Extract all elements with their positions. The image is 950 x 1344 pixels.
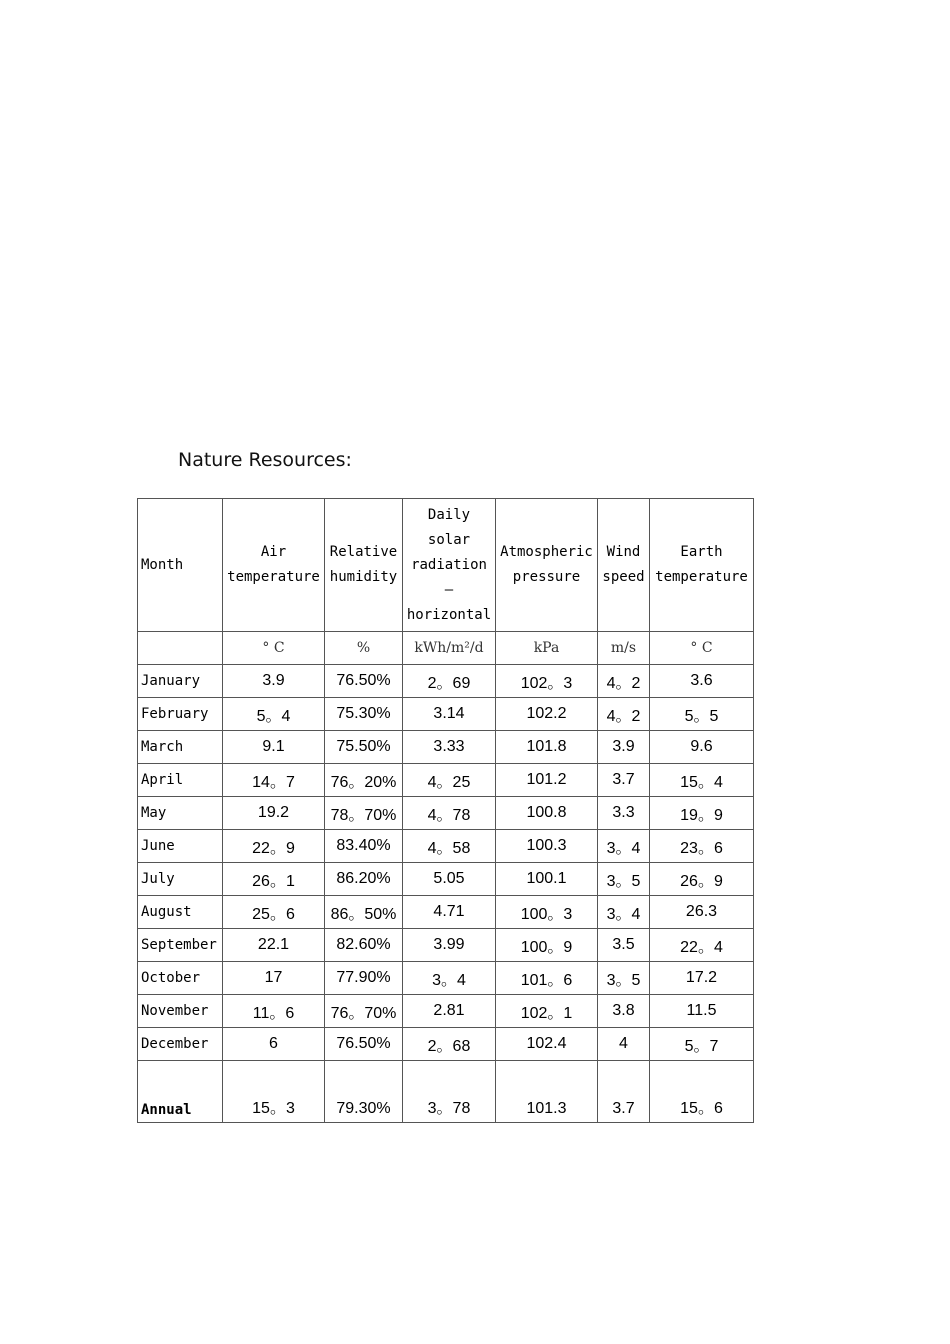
value-cell: 22。4: [650, 929, 754, 962]
value-cell: 76.50%: [325, 1028, 403, 1061]
value-cell: 3。5: [598, 863, 650, 896]
value-cell: 3。4: [598, 896, 650, 929]
value-cell: 4。78: [403, 797, 496, 830]
unit-cell: kPa: [496, 632, 598, 665]
header-earth-temperature: Earth temperature: [650, 499, 754, 632]
table-row: [138, 962, 754, 995]
value-cell: 76.50%: [325, 665, 403, 698]
units-row: [138, 632, 754, 665]
value-cell: 3.3: [598, 797, 650, 830]
value-cell: 3.9: [598, 731, 650, 764]
value-cell: 86.20%: [325, 863, 403, 896]
table-row: [138, 1028, 754, 1061]
value-cell: 83.40%: [325, 830, 403, 863]
value-cell: 101.2: [496, 764, 598, 797]
value-cell: 9.6: [650, 731, 754, 764]
value-cell: 15。6: [650, 1061, 754, 1123]
table-row: [138, 830, 754, 863]
value-cell: 102。1: [496, 995, 598, 1028]
value-cell: 2。68: [403, 1028, 496, 1061]
value-cell: 17: [223, 962, 325, 995]
header-air-temperature: Air temperature: [223, 499, 325, 632]
value-cell: 5.05: [403, 863, 496, 896]
value-cell: 100。3: [496, 896, 598, 929]
table-row: [138, 929, 754, 962]
value-cell: 15。4: [650, 764, 754, 797]
value-cell: 4: [598, 1028, 650, 1061]
value-cell: 3。78: [403, 1061, 496, 1123]
month-cell: April: [138, 764, 223, 797]
value-cell: 4。25: [403, 764, 496, 797]
table-row: [138, 698, 754, 731]
value-cell: 101。6: [496, 962, 598, 995]
value-cell: 22。9: [223, 830, 325, 863]
table-row: [138, 731, 754, 764]
header-atmospheric-pressure: Atmospheric pressure: [496, 499, 598, 632]
annual-row: [138, 1061, 754, 1123]
value-cell: 25。6: [223, 896, 325, 929]
value-cell: 100。9: [496, 929, 598, 962]
table-row: [138, 797, 754, 830]
header-wind-speed: Wind speed: [598, 499, 650, 632]
month-cell: December: [138, 1028, 223, 1061]
value-cell: 102.2: [496, 698, 598, 731]
month-cell: June: [138, 830, 223, 863]
table-row: [138, 896, 754, 929]
table-row: [138, 764, 754, 797]
value-cell: 2。69: [403, 665, 496, 698]
value-cell: 3。4: [403, 962, 496, 995]
value-cell: 4。2: [598, 698, 650, 731]
unit-cell: ° C: [223, 632, 325, 665]
value-cell: 4。58: [403, 830, 496, 863]
value-cell: 22.1: [223, 929, 325, 962]
month-cell: October: [138, 962, 223, 995]
value-cell: 100.3: [496, 830, 598, 863]
value-cell: 4。2: [598, 665, 650, 698]
table-header-row: [138, 499, 754, 632]
section-title: Nature Resources:: [178, 449, 352, 471]
value-cell: 3。4: [598, 830, 650, 863]
value-cell: 3.7: [598, 1061, 650, 1123]
table-row: [138, 995, 754, 1028]
value-cell: 6: [223, 1028, 325, 1061]
value-cell: 15。3: [223, 1061, 325, 1123]
month-cell: March: [138, 731, 223, 764]
table-row: [138, 665, 754, 698]
climate-data-table: [137, 498, 754, 1123]
value-cell: 3.99: [403, 929, 496, 962]
value-cell: 3.9: [223, 665, 325, 698]
value-cell: 3.8: [598, 995, 650, 1028]
month-cell: May: [138, 797, 223, 830]
value-cell: 5。5: [650, 698, 754, 731]
month-cell: August: [138, 896, 223, 929]
value-cell: 5。4: [223, 698, 325, 731]
value-cell: 5。7: [650, 1028, 754, 1061]
unit-cell: ° C: [650, 632, 754, 665]
value-cell: 17.2: [650, 962, 754, 995]
value-cell: 3。5: [598, 962, 650, 995]
value-cell: 3.5: [598, 929, 650, 962]
value-cell: 75.50%: [325, 731, 403, 764]
month-cell: January: [138, 665, 223, 698]
value-cell: 23。6: [650, 830, 754, 863]
value-cell: 78。70%: [325, 797, 403, 830]
value-cell: 11.5: [650, 995, 754, 1028]
value-cell: 4.71: [403, 896, 496, 929]
month-cell: July: [138, 863, 223, 896]
value-cell: 26。1: [223, 863, 325, 896]
month-cell: February: [138, 698, 223, 731]
value-cell: 100.1: [496, 863, 598, 896]
value-cell: 100.8: [496, 797, 598, 830]
unit-cell: kWh/m²/d: [403, 632, 496, 665]
value-cell: 3.6: [650, 665, 754, 698]
value-cell: 79.30%: [325, 1061, 403, 1123]
unit-cell: %: [325, 632, 403, 665]
value-cell: 101.8: [496, 731, 598, 764]
value-cell: 102.4: [496, 1028, 598, 1061]
value-cell: 75.30%: [325, 698, 403, 731]
value-cell: 3.7: [598, 764, 650, 797]
value-cell: 19。9: [650, 797, 754, 830]
value-cell: 82.60%: [325, 929, 403, 962]
value-cell: 86。50%: [325, 896, 403, 929]
month-cell: September: [138, 929, 223, 962]
header-month: Month: [138, 499, 223, 632]
month-cell: Annual: [138, 1061, 223, 1123]
value-cell: 3.14: [403, 698, 496, 731]
table-row: [138, 863, 754, 896]
value-cell: 19.2: [223, 797, 325, 830]
value-cell: 9.1: [223, 731, 325, 764]
unit-cell: m/s: [598, 632, 650, 665]
value-cell: 26.3: [650, 896, 754, 929]
value-cell: 102。3: [496, 665, 598, 698]
month-cell: November: [138, 995, 223, 1028]
header-relative-humidity: Relative humidity: [325, 499, 403, 632]
value-cell: 2.81: [403, 995, 496, 1028]
value-cell: 14。7: [223, 764, 325, 797]
value-cell: 101.3: [496, 1061, 598, 1123]
header-solar-radiation: Daily solar radiation — horizontal: [403, 499, 496, 632]
value-cell: 76。70%: [325, 995, 403, 1028]
value-cell: 26。9: [650, 863, 754, 896]
value-cell: 11。6: [223, 995, 325, 1028]
value-cell: 76。20%: [325, 764, 403, 797]
unit-cell: [138, 632, 223, 665]
value-cell: 3.33: [403, 731, 496, 764]
value-cell: 77.90%: [325, 962, 403, 995]
